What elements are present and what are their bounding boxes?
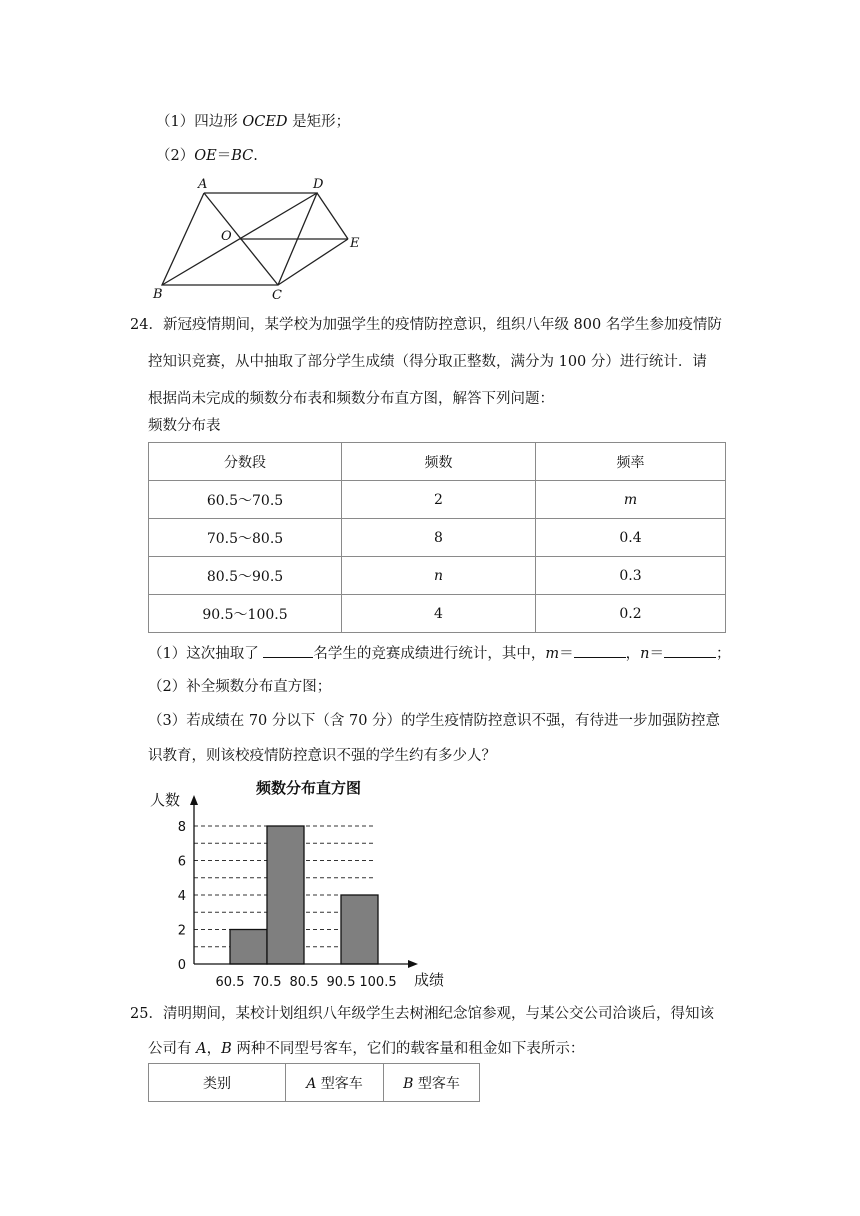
- histogram-bar: [230, 930, 267, 965]
- sub1-eq1: ＝: [559, 646, 574, 662]
- sub1-sep: ，: [625, 646, 641, 662]
- table-row: [149, 519, 726, 557]
- y-tick-label: 4: [177, 889, 186, 904]
- sub1-eq2: ＝: [649, 646, 664, 662]
- q23-part2-var: OE: [194, 148, 217, 164]
- histogram-bar: [341, 895, 378, 964]
- histogram-bar: [267, 826, 304, 964]
- q24-sub3-line2: 识教育，则该校疫情防控意识不强的学生约有多少人？: [148, 748, 496, 764]
- frequency-histogram: [140, 772, 460, 994]
- segment-de: [317, 193, 348, 239]
- q23-part2-eq: ＝: [216, 148, 232, 164]
- y-tick-label: 2: [177, 923, 186, 939]
- y-tick-label: 0: [177, 958, 186, 973]
- q23-part1-var: OCED: [242, 114, 288, 130]
- q23-part1-suffix: 是矩形；: [287, 114, 351, 130]
- q24-sub1: [148, 643, 730, 664]
- table-cell: 80.5～90.5: [149, 557, 342, 595]
- sub1-end: ；: [715, 646, 731, 662]
- q25-line2-b: 两种不同型号客车，它们的载客量和租金如下表所示：: [231, 1041, 585, 1057]
- label-a: A: [198, 177, 208, 192]
- table-cell: m: [536, 481, 726, 519]
- chart-title: 频数分布直方图: [256, 779, 362, 797]
- table-cell: 0.3: [536, 557, 726, 595]
- q24-line2: 控知识竞赛，从中抽取了部分学生成绩（得分取正整数，满分为 100 分）进行统计．请: [148, 354, 707, 370]
- sub1-var-m: m: [545, 646, 560, 662]
- q23-part2: [156, 146, 258, 166]
- answer-blank-count[interactable]: [263, 643, 313, 658]
- table-header: 类别: [149, 1064, 286, 1102]
- table-cell: 0.4: [536, 519, 726, 557]
- x-tick-label: 60.5: [215, 975, 245, 990]
- label-o: O: [221, 229, 232, 244]
- label-c: C: [272, 288, 282, 303]
- table-cell: 4: [342, 595, 536, 633]
- table-header: 频数: [342, 443, 536, 481]
- table-cell: 70.5～80.5: [149, 519, 342, 557]
- y-tick-label: 6: [177, 854, 186, 870]
- q24-table-title: 频数分布表: [148, 418, 221, 434]
- table-cell: 90.5～100.5: [149, 595, 342, 633]
- table-cell: 0.2: [536, 595, 726, 633]
- table-header: [286, 1064, 384, 1102]
- y-tick-label: 8: [177, 820, 186, 835]
- x-axis-label: 成绩: [414, 971, 445, 989]
- table-row: [149, 557, 726, 595]
- q23-part2-var2: BC: [231, 148, 254, 164]
- table-cell: 2: [342, 481, 536, 519]
- answer-blank-n[interactable]: [664, 643, 716, 658]
- q25-line2-a: 公司有: [148, 1041, 197, 1057]
- table-cell: 60.5～70.5: [149, 481, 342, 519]
- label-d: D: [313, 177, 324, 192]
- table-header: [384, 1064, 480, 1102]
- frequency-table: [148, 442, 726, 633]
- table-header: 频率: [536, 443, 726, 481]
- sub1-text-b: 名学生的竞赛成绩进行统计，其中，: [313, 646, 546, 662]
- q23-part2-suffix: .: [253, 148, 258, 164]
- label-e: E: [350, 236, 360, 251]
- q23-part1-prefix: （1）四边形: [156, 114, 243, 130]
- q25-var-a: A: [196, 1041, 207, 1057]
- q24-sub2: （2）补全频数分布直方图；: [148, 679, 332, 695]
- q25-var-b: B: [221, 1041, 232, 1057]
- bus-type-b-text: 型客车: [413, 1075, 460, 1092]
- table-cell: n: [342, 557, 536, 595]
- bus-type-a-var: A: [306, 1075, 317, 1092]
- table-header-row: [149, 1064, 480, 1102]
- y-axis-label: 人数: [150, 791, 181, 809]
- q23-part1: [156, 112, 350, 132]
- answer-blank-m[interactable]: [574, 643, 626, 658]
- table-header-row: [149, 443, 726, 481]
- geometry-figure: [140, 170, 380, 305]
- q24-line3: 根据尚未完成的频数分布表和频数分布直方图，解答下列问题：: [148, 391, 554, 407]
- bus-type-a-text: 型客车: [316, 1075, 363, 1092]
- q25-line2: [148, 1039, 584, 1059]
- x-axis-arrow: [408, 960, 418, 968]
- q24-sub3-line1: （3）若成绩在 70 分以下（含 70 分）的学生疫情防控意识不强，有待进一步加强防控意: [148, 713, 721, 729]
- table-row: [149, 481, 726, 519]
- x-tick-label: 100.5: [359, 975, 397, 990]
- x-tick-label: 70.5: [252, 975, 282, 990]
- x-tick-label: 90.5: [326, 975, 356, 990]
- bus-type-b-var: B: [403, 1075, 414, 1092]
- sub1-text-a: （1）这次抽取了: [148, 646, 264, 662]
- q25-line2-sep: ，: [206, 1041, 222, 1057]
- table-row: [149, 595, 726, 633]
- table-header: 分数段: [149, 443, 342, 481]
- q24-line1: 24．新冠疫情期间，某学校为加强学生的疫情防控意识，组织八年级 800 名学生参加疫情防: [130, 317, 722, 333]
- q23-part2-prefix: （2）: [156, 148, 195, 164]
- label-b: B: [153, 287, 163, 302]
- x-tick-label: 80.5: [289, 975, 319, 990]
- sub1-var-n: n: [640, 646, 650, 662]
- q25-line1: 25．清明期间，某校计划组织八年级学生去树湘纪念馆参观，与某公交公司洽谈后，得知该: [130, 1006, 714, 1022]
- segment-ec: [278, 239, 348, 285]
- table-cell: 8: [342, 519, 536, 557]
- y-axis-arrow: [190, 795, 198, 805]
- bus-table: [148, 1063, 480, 1102]
